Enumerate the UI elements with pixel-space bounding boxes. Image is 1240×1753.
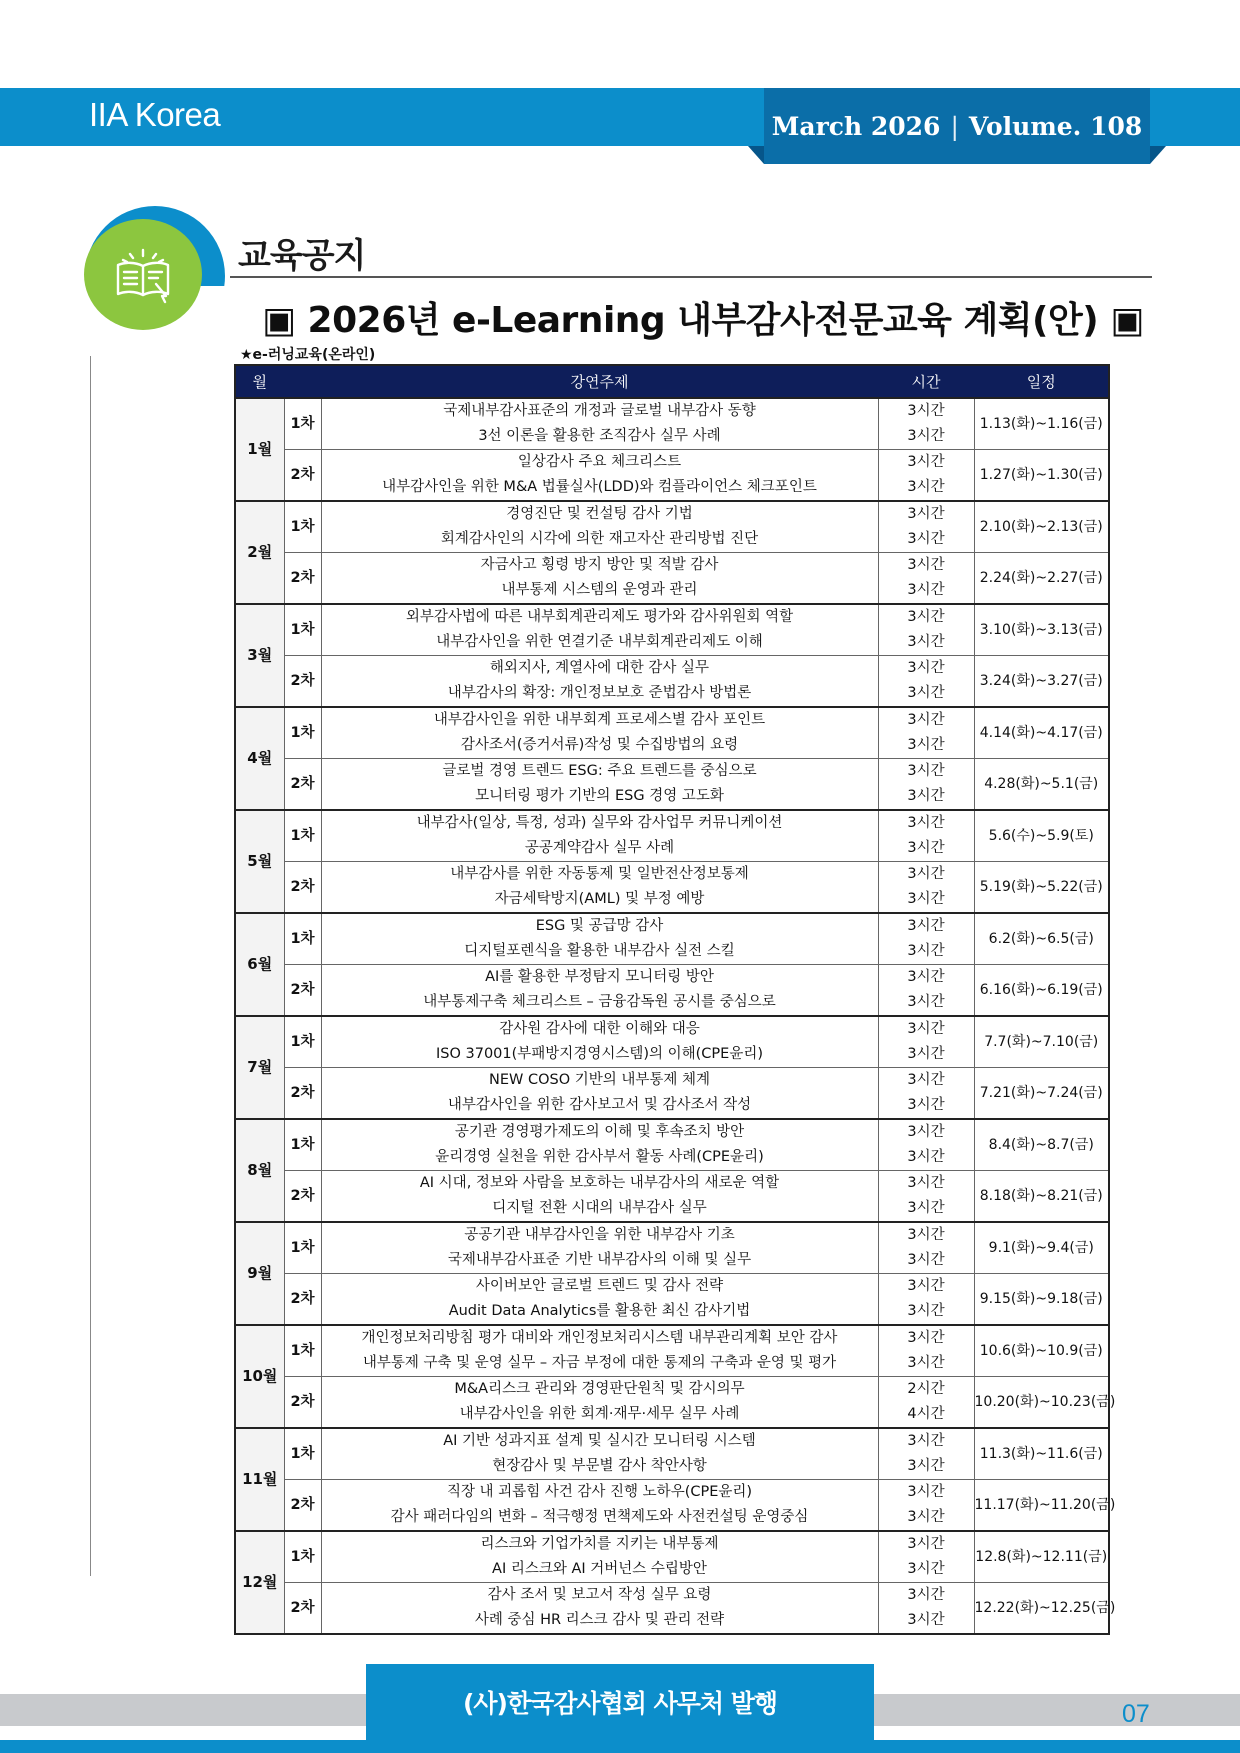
hours-line: 3시간 — [907, 1149, 945, 1165]
col-header-schedule: 일정 — [974, 365, 1109, 398]
hours-line: 3시간 — [907, 1278, 945, 1294]
hours-line: 4시간 — [907, 1406, 945, 1422]
hours-line: 3시간 — [907, 969, 945, 985]
topic-line: 현장감사 및 부문별 감사 착안사항 — [492, 1458, 707, 1474]
footer-bottom-band — [0, 1740, 1240, 1753]
topic-line: 국제내부감사표준 기반 내부감사의 이해 및 실무 — [447, 1252, 752, 1268]
table-header-row — [235, 365, 1109, 398]
table-row — [235, 862, 1109, 914]
ribbon-fold-left — [748, 146, 764, 164]
table-row — [235, 1583, 1109, 1635]
round-cell: 1차 — [284, 1325, 321, 1377]
hours-cell — [878, 1119, 974, 1171]
topic-line: 내부감사인을 위한 회계·재무·세무 실무 사례 — [459, 1406, 740, 1422]
round-cell: 1차 — [284, 707, 321, 759]
schedule-date-cell: 9.15(화)~9.18(금) — [974, 1274, 1109, 1326]
topic-line: 감사 조서 및 보고서 작성 실무 요령 — [487, 1587, 712, 1603]
issue-separator: | — [950, 111, 959, 141]
table-row — [235, 1119, 1109, 1171]
document-title: ▣ 2026년 e-Learning 내부감사전문교육 계획(안) ▣ — [262, 300, 1144, 341]
round-cell: 1차 — [284, 1016, 321, 1068]
table-body — [235, 398, 1116, 1634]
table-row — [235, 1428, 1109, 1480]
topic-line: 윤리경영 실천을 위한 감사부서 활동 사례(CPE윤리) — [435, 1149, 764, 1165]
hours-line: 3시간 — [907, 1355, 945, 1371]
topic-line: NEW COSO 기반의 내부통제 체계 — [489, 1072, 710, 1088]
hours-line: 3시간 — [907, 891, 945, 907]
hours-cell — [878, 707, 974, 759]
hours-line: 3시간 — [907, 428, 945, 444]
topic-cell — [321, 1222, 878, 1274]
month-cell: 6월 — [235, 913, 284, 1016]
hours-cell — [878, 965, 974, 1017]
round-cell: 2차 — [284, 1583, 321, 1635]
hours-cell — [878, 1068, 974, 1120]
table-row — [235, 759, 1109, 811]
topic-cell — [321, 1119, 878, 1171]
topic-line: 사례 중심 HR 리스크 감사 및 관리 전략 — [474, 1612, 725, 1628]
round-cell: 2차 — [284, 1274, 321, 1326]
topic-line: AI를 활용한 부정탐지 모니터링 방안 — [485, 969, 714, 985]
topic-line: 글로벌 경영 트렌드 ESG: 주요 트렌드를 중심으로 — [442, 763, 757, 779]
round-cell: 1차 — [284, 501, 321, 553]
table-row — [235, 656, 1109, 708]
hours-line: 3시간 — [907, 1097, 945, 1113]
topic-line: 내부감사(일상, 특정, 성과) 실무와 감사업무 커뮤니케이션 — [416, 815, 783, 831]
hours-cell — [878, 553, 974, 605]
hours-line: 3시간 — [907, 506, 945, 522]
schedule-date-cell: 2.24(화)~2.27(금) — [974, 553, 1109, 605]
round-cell: 1차 — [284, 1531, 321, 1583]
topic-cell — [321, 1428, 878, 1480]
topic-line: 내부통제구축 체크리스트 – 금융감독원 공시를 중심으로 — [423, 994, 776, 1010]
table-row — [235, 965, 1109, 1017]
hours-cell — [878, 398, 974, 450]
topic-line: 공공계약감사 실무 사례 — [524, 840, 675, 856]
round-cell: 2차 — [284, 450, 321, 502]
topic-line: AI 시대, 정보와 사람을 보호하는 내부감사의 새로운 역할 — [419, 1175, 780, 1191]
hours-line: 3시간 — [907, 1072, 945, 1088]
schedule-date-cell: 12.22(화)~12.25(금) — [974, 1583, 1109, 1635]
round-cell: 1차 — [284, 398, 321, 450]
hours-line: 3시간 — [907, 1330, 945, 1346]
topic-cell — [321, 1325, 878, 1377]
hours-cell — [878, 656, 974, 708]
topic-line: 내부감사인을 위한 감사보고서 및 감사조서 작성 — [447, 1097, 752, 1113]
issue-volume: Volume. 108 — [968, 111, 1143, 141]
schedule-date-cell: 8.18(화)~8.21(금) — [974, 1171, 1109, 1223]
table-row — [235, 1325, 1109, 1377]
col-header-hours: 시간 — [878, 365, 974, 398]
round-cell: 1차 — [284, 1222, 321, 1274]
topic-line: Audit Data Analytics를 활용한 최신 감사기법 — [448, 1303, 751, 1319]
table-row — [235, 501, 1109, 553]
col-header-round — [284, 365, 321, 398]
schedule-date-cell: 4.28(화)~5.1(금) — [974, 759, 1109, 811]
topic-line: 감사조서(증거서류)작성 및 수집방법의 요령 — [460, 737, 739, 753]
hours-line: 3시간 — [907, 1484, 945, 1500]
hours-cell — [878, 1325, 974, 1377]
topic-cell — [321, 1531, 878, 1583]
topic-line: 내부통제 시스템의 운영과 관리 — [501, 582, 698, 598]
round-cell: 2차 — [284, 1377, 321, 1429]
topic-line: 경영진단 및 컨설팅 감사 기법 — [506, 506, 693, 522]
topic-line: 자금사고 횡령 방지 방안 및 적발 감사 — [480, 557, 719, 573]
topic-cell — [321, 1068, 878, 1120]
page-number: 07 — [1122, 1700, 1150, 1728]
topic-cell — [321, 1274, 878, 1326]
schedule-date-cell: 12.8(화)~12.11(금) — [974, 1531, 1109, 1583]
hours-cell — [878, 1222, 974, 1274]
month-cell: 2월 — [235, 501, 284, 604]
table-row — [235, 1377, 1109, 1429]
table-row — [235, 1274, 1109, 1326]
topic-line: 자금세탁방지(AML) 및 부정 예방 — [494, 891, 705, 907]
month-cell: 10월 — [235, 1325, 284, 1428]
hours-line: 3시간 — [907, 1227, 945, 1243]
topic-line: 해외지사, 계열사에 대한 감사 실무 — [489, 660, 710, 676]
hours-line: 3시간 — [907, 1509, 945, 1525]
topic-line: 내부감사인을 위한 연결기준 내부회계관리제도 이해 — [436, 634, 763, 650]
hours-cell — [878, 1583, 974, 1635]
round-cell: 2차 — [284, 759, 321, 811]
month-cell: 1월 — [235, 398, 284, 501]
topic-line: 리스크와 기업가치를 지키는 내부통제 — [480, 1536, 719, 1552]
topic-line: 내부감사의 확장: 개인정보보호 준법감사 방법론 — [447, 685, 752, 701]
schedule-date-cell: 8.4(화)~8.7(금) — [974, 1119, 1109, 1171]
month-cell: 12월 — [235, 1531, 284, 1634]
topic-cell — [321, 759, 878, 811]
hours-line: 3시간 — [907, 866, 945, 882]
schedule-date-cell: 6.2(화)~6.5(금) — [974, 913, 1109, 965]
hours-line: 3시간 — [907, 1561, 945, 1577]
month-cell: 9월 — [235, 1222, 284, 1325]
hours-line: 3시간 — [907, 531, 945, 547]
issue-date: March 2026 — [771, 111, 941, 141]
table-row — [235, 1480, 1109, 1532]
table-row — [235, 707, 1109, 759]
month-cell: 3월 — [235, 604, 284, 707]
schedule-table — [234, 364, 1116, 1635]
col-header-topic: 강연주제 — [321, 365, 878, 398]
hours-cell — [878, 1428, 974, 1480]
hours-line: 3시간 — [907, 712, 945, 728]
hours-cell — [878, 1274, 974, 1326]
topic-cell — [321, 1583, 878, 1635]
table-row — [235, 398, 1109, 450]
topic-line: 국제내부감사표준의 개정과 글로벌 내부감사 동향 — [443, 403, 756, 419]
hours-line: 3시간 — [907, 454, 945, 470]
schedule-date-cell: 1.13(화)~1.16(금) — [974, 398, 1109, 450]
month-cell: 5월 — [235, 810, 284, 913]
topic-line: 공기관 경영평가제도의 이해 및 후속조치 방안 — [454, 1124, 745, 1140]
hours-cell — [878, 501, 974, 553]
table-row — [235, 810, 1109, 862]
round-cell: 1차 — [284, 1428, 321, 1480]
section-title: 교육공지 — [238, 236, 366, 276]
hours-line: 3시간 — [907, 1252, 945, 1268]
hours-line: 3시간 — [907, 609, 945, 625]
schedule-date-cell: 5.19(화)~5.22(금) — [974, 862, 1109, 914]
hours-cell — [878, 913, 974, 965]
topic-cell — [321, 965, 878, 1017]
hours-line: 3시간 — [907, 403, 945, 419]
hours-line: 3시간 — [907, 557, 945, 573]
brand-logo: IIA Korea — [89, 96, 221, 133]
hours-line: 3시간 — [907, 737, 945, 753]
course-type-note: ★e-러닝교육(온라인) — [240, 347, 376, 363]
hours-cell — [878, 1531, 974, 1583]
round-cell: 2차 — [284, 1480, 321, 1532]
hours-cell — [878, 1016, 974, 1068]
margin-rule — [90, 356, 91, 1576]
topic-line: 감사원 감사에 대한 이해와 대응 — [499, 1021, 700, 1037]
hours-line: 3시간 — [907, 1124, 945, 1140]
topic-cell — [321, 1377, 878, 1429]
schedule-date-cell: 6.16(화)~6.19(금) — [974, 965, 1109, 1017]
round-cell: 2차 — [284, 1068, 321, 1120]
round-cell: 2차 — [284, 656, 321, 708]
topic-line: 내부감사인을 위한 M&A 법률실사(LDD)와 컴플라이언스 체크포인트 — [382, 479, 817, 495]
topic-line: AI 기반 성과지표 설계 및 실시간 모니터링 시스템 — [443, 1433, 756, 1449]
hours-line: 3시간 — [907, 1587, 945, 1603]
hours-cell — [878, 450, 974, 502]
table-row — [235, 1531, 1109, 1583]
table-row — [235, 1016, 1109, 1068]
topic-cell — [321, 656, 878, 708]
topic-line: 내부감사를 위한 자동통제 및 일반전산정보통제 — [450, 866, 749, 882]
schedule-date-cell: 5.6(수)~5.9(토) — [974, 810, 1109, 862]
hours-line: 3시간 — [907, 634, 945, 650]
month-cell: 4월 — [235, 707, 284, 810]
hours-line: 3시간 — [907, 1458, 945, 1474]
schedule-date-cell: 10.20(화)~10.23(금) — [974, 1377, 1109, 1429]
round-cell: 2차 — [284, 965, 321, 1017]
round-cell: 2차 — [284, 862, 321, 914]
hours-line: 3시간 — [907, 685, 945, 701]
schedule-date-cell: 9.1(화)~9.4(금) — [974, 1222, 1109, 1274]
schedule-date-cell: 2.10(화)~2.13(금) — [974, 501, 1109, 553]
month-cell: 8월 — [235, 1119, 284, 1222]
open-book-glyph — [110, 246, 176, 304]
topic-line: 디지털포렌식을 활용한 내부감사 실전 스킬 — [464, 943, 735, 959]
hours-line: 3시간 — [907, 582, 945, 598]
schedule-date-cell: 11.17(화)~11.20(금) — [974, 1480, 1109, 1532]
hours-line: 3시간 — [907, 1433, 945, 1449]
hours-cell — [878, 1377, 974, 1429]
hours-line: 3시간 — [907, 1046, 945, 1062]
hours-cell — [878, 810, 974, 862]
round-cell: 2차 — [284, 1171, 321, 1223]
table-row — [235, 1068, 1109, 1120]
publisher-label: (사)한국감사협회 사무처 발행 — [366, 1664, 874, 1740]
schedule-date-cell: 1.27(화)~1.30(금) — [974, 450, 1109, 502]
topic-line: ESG 및 공급망 감사 — [535, 918, 664, 934]
book-icon — [84, 219, 202, 330]
table-row — [235, 604, 1109, 656]
hours-line: 3시간 — [907, 1175, 945, 1191]
section-divider — [230, 276, 1152, 278]
round-cell: 1차 — [284, 810, 321, 862]
topic-line: 개인정보처리방침 평가 대비와 개인정보처리시스템 내부관리계획 보안 감사 — [361, 1330, 838, 1346]
schedule-date-cell: 10.6(화)~10.9(금) — [974, 1325, 1109, 1377]
hours-line: 2시간 — [907, 1381, 945, 1397]
topic-cell — [321, 450, 878, 502]
hours-cell — [878, 1171, 974, 1223]
schedule-date-cell: 7.21(화)~7.24(금) — [974, 1068, 1109, 1120]
topic-cell — [321, 862, 878, 914]
ribbon-fold-right — [1150, 146, 1166, 164]
round-cell: 1차 — [284, 1119, 321, 1171]
month-cell: 7월 — [235, 1016, 284, 1119]
topic-line: 내부감사인을 위한 내부회계 프로세스별 감사 포인트 — [433, 712, 766, 728]
round-cell: 1차 — [284, 913, 321, 965]
topic-cell — [321, 810, 878, 862]
topic-cell — [321, 604, 878, 656]
topic-cell — [321, 501, 878, 553]
hours-cell — [878, 1480, 974, 1532]
topic-cell — [321, 1016, 878, 1068]
hours-cell — [878, 759, 974, 811]
table-row — [235, 913, 1109, 965]
col-header-month: 월 — [235, 365, 284, 398]
topic-line: ISO 37001(부패방지경영시스템)의 이해(CPE윤리) — [436, 1046, 763, 1062]
topic-cell — [321, 398, 878, 450]
topic-line: 일상감사 주요 체크리스트 — [517, 454, 682, 470]
hours-line: 3시간 — [907, 840, 945, 856]
schedule-date-cell: 3.10(화)~3.13(금) — [974, 604, 1109, 656]
topic-line: 회계감사인의 시각에 의한 재고자산 관리방법 진단 — [440, 531, 759, 547]
table-row — [235, 553, 1109, 605]
topic-line: 모니터링 평가 기반의 ESG 경영 고도화 — [475, 788, 724, 804]
topic-line: 내부통제 구축 및 운영 실무 – 자금 부정에 대한 통제의 구축과 운영 및 평가 — [362, 1355, 837, 1371]
hours-line: 3시간 — [907, 1612, 945, 1628]
hours-line: 3시간 — [907, 660, 945, 676]
topic-line: 외부감사법에 따른 내부회계관리제도 평가와 감사위원회 역할 — [405, 609, 794, 625]
hours-line: 3시간 — [907, 815, 945, 831]
hours-line: 3시간 — [907, 788, 945, 804]
topic-cell — [321, 1171, 878, 1223]
topic-line: AI 리스크와 AI 거버넌스 수립방안 — [492, 1561, 707, 1577]
hours-cell — [878, 604, 974, 656]
round-cell: 2차 — [284, 553, 321, 605]
hours-cell — [878, 862, 974, 914]
hours-line: 3시간 — [907, 763, 945, 779]
topic-cell — [321, 553, 878, 605]
hours-line: 3시간 — [907, 943, 945, 959]
topic-line: 디지털 전환 시대의 내부감사 실무 — [492, 1200, 707, 1216]
table-row — [235, 450, 1109, 502]
table-row — [235, 1222, 1109, 1274]
schedule-date-cell: 11.3(화)~11.6(금) — [974, 1428, 1109, 1480]
topic-cell — [321, 1480, 878, 1532]
topic-line: 3선 이론을 활용한 조직감사 실무 사례 — [478, 428, 721, 444]
schedule-date-cell: 7.7(화)~7.10(금) — [974, 1016, 1109, 1068]
topic-line: 감사 패러다임의 변화 – 적극행정 면책제도와 사전컨설팅 운영중심 — [390, 1509, 809, 1525]
topic-cell — [321, 707, 878, 759]
round-cell: 1차 — [284, 604, 321, 656]
topic-line: 직장 내 괴롭힘 사건 감사 진행 노하우(CPE윤리) — [446, 1484, 753, 1500]
hours-line: 3시간 — [907, 1021, 945, 1037]
topic-line: 사이버보안 글로벌 트렌드 및 감사 전략 — [475, 1278, 724, 1294]
hours-line: 3시간 — [907, 994, 945, 1010]
table-row — [235, 1171, 1109, 1223]
hours-line: 3시간 — [907, 479, 945, 495]
hours-line: 3시간 — [907, 918, 945, 934]
issue-info — [764, 88, 1150, 164]
schedule-date-cell: 4.14(화)~4.17(금) — [974, 707, 1109, 759]
month-cell: 11월 — [235, 1428, 284, 1531]
schedule-date-cell: 3.24(화)~3.27(금) — [974, 656, 1109, 708]
topic-cell — [321, 913, 878, 965]
hours-line: 3시간 — [907, 1303, 945, 1319]
topic-line: 공공기관 내부감사인을 위한 내부감사 기초 — [464, 1227, 735, 1243]
topic-line: M&A리스크 관리와 경영판단원칙 및 감시의무 — [454, 1381, 745, 1397]
hours-line: 3시간 — [907, 1200, 945, 1216]
hours-line: 3시간 — [907, 1536, 945, 1552]
